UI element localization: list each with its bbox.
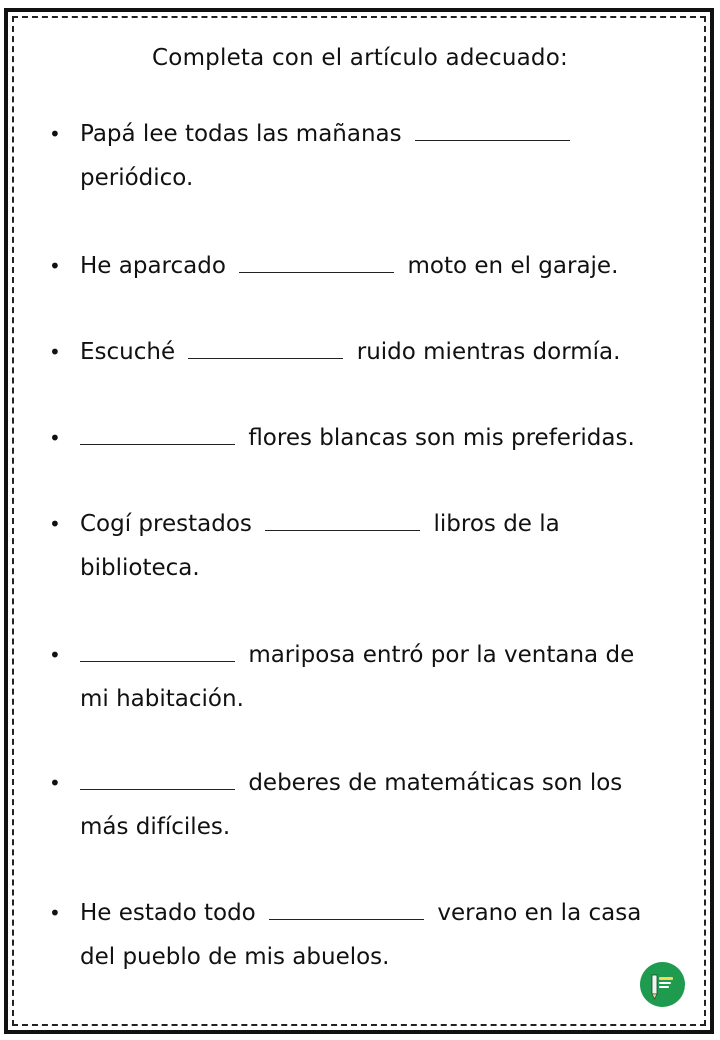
answer-blank[interactable] — [80, 763, 235, 790]
item-text-after: periódico. — [80, 165, 194, 191]
exercise-item — [49, 761, 665, 849]
bullet: • — [49, 122, 61, 146]
answer-blank[interactable] — [80, 635, 235, 662]
exercise-item — [49, 633, 665, 721]
item-text-after: libros de la biblioteca. — [80, 511, 560, 581]
item-text-before: Cogí prestados — [80, 511, 252, 537]
bullet: • — [49, 643, 61, 667]
item-text-before: Escuché — [80, 339, 176, 365]
bullet: • — [49, 426, 61, 450]
item-text-after: verano en la casa del pueblo de mis abuelos. — [80, 900, 642, 970]
item-text-after: flores blancas son mis preferidas. — [248, 425, 635, 451]
item-text-after: ruido mientras dormía. — [356, 339, 621, 365]
bullet: • — [49, 771, 61, 795]
item-text-before: He aparcado — [80, 253, 226, 279]
item-text-before: Papá lee todas las mañanas — [80, 121, 402, 147]
pencil-logo-graphic — [640, 962, 685, 1007]
exercise-item — [49, 416, 665, 460]
answer-blank[interactable] — [265, 504, 420, 531]
exercise-item — [49, 330, 665, 374]
item-text-before: He estado todo — [80, 900, 256, 926]
answer-blank[interactable] — [239, 246, 394, 273]
item-text-after: mariposa entró por la ventana de mi habitación. — [80, 642, 635, 712]
exercise-item — [49, 891, 665, 979]
item-text-after: moto en el garaje. — [407, 253, 619, 279]
answer-blank[interactable] — [269, 893, 424, 920]
exercise-item — [49, 112, 665, 200]
bullet: • — [49, 340, 61, 364]
answer-blank[interactable] — [188, 332, 343, 359]
bullet: • — [49, 512, 61, 536]
pencil-logo-icon — [640, 962, 685, 1007]
answer-blank[interactable] — [80, 418, 235, 445]
answer-blank[interactable] — [415, 114, 570, 141]
worksheet-title: Completa con el artículo adecuado: — [152, 45, 568, 71]
exercise-item — [49, 244, 665, 288]
bullet: • — [49, 901, 61, 925]
bullet: • — [49, 254, 61, 278]
item-text-after: deberes de matemáticas son los más difíciles. — [80, 770, 623, 840]
exercise-item — [49, 502, 665, 590]
